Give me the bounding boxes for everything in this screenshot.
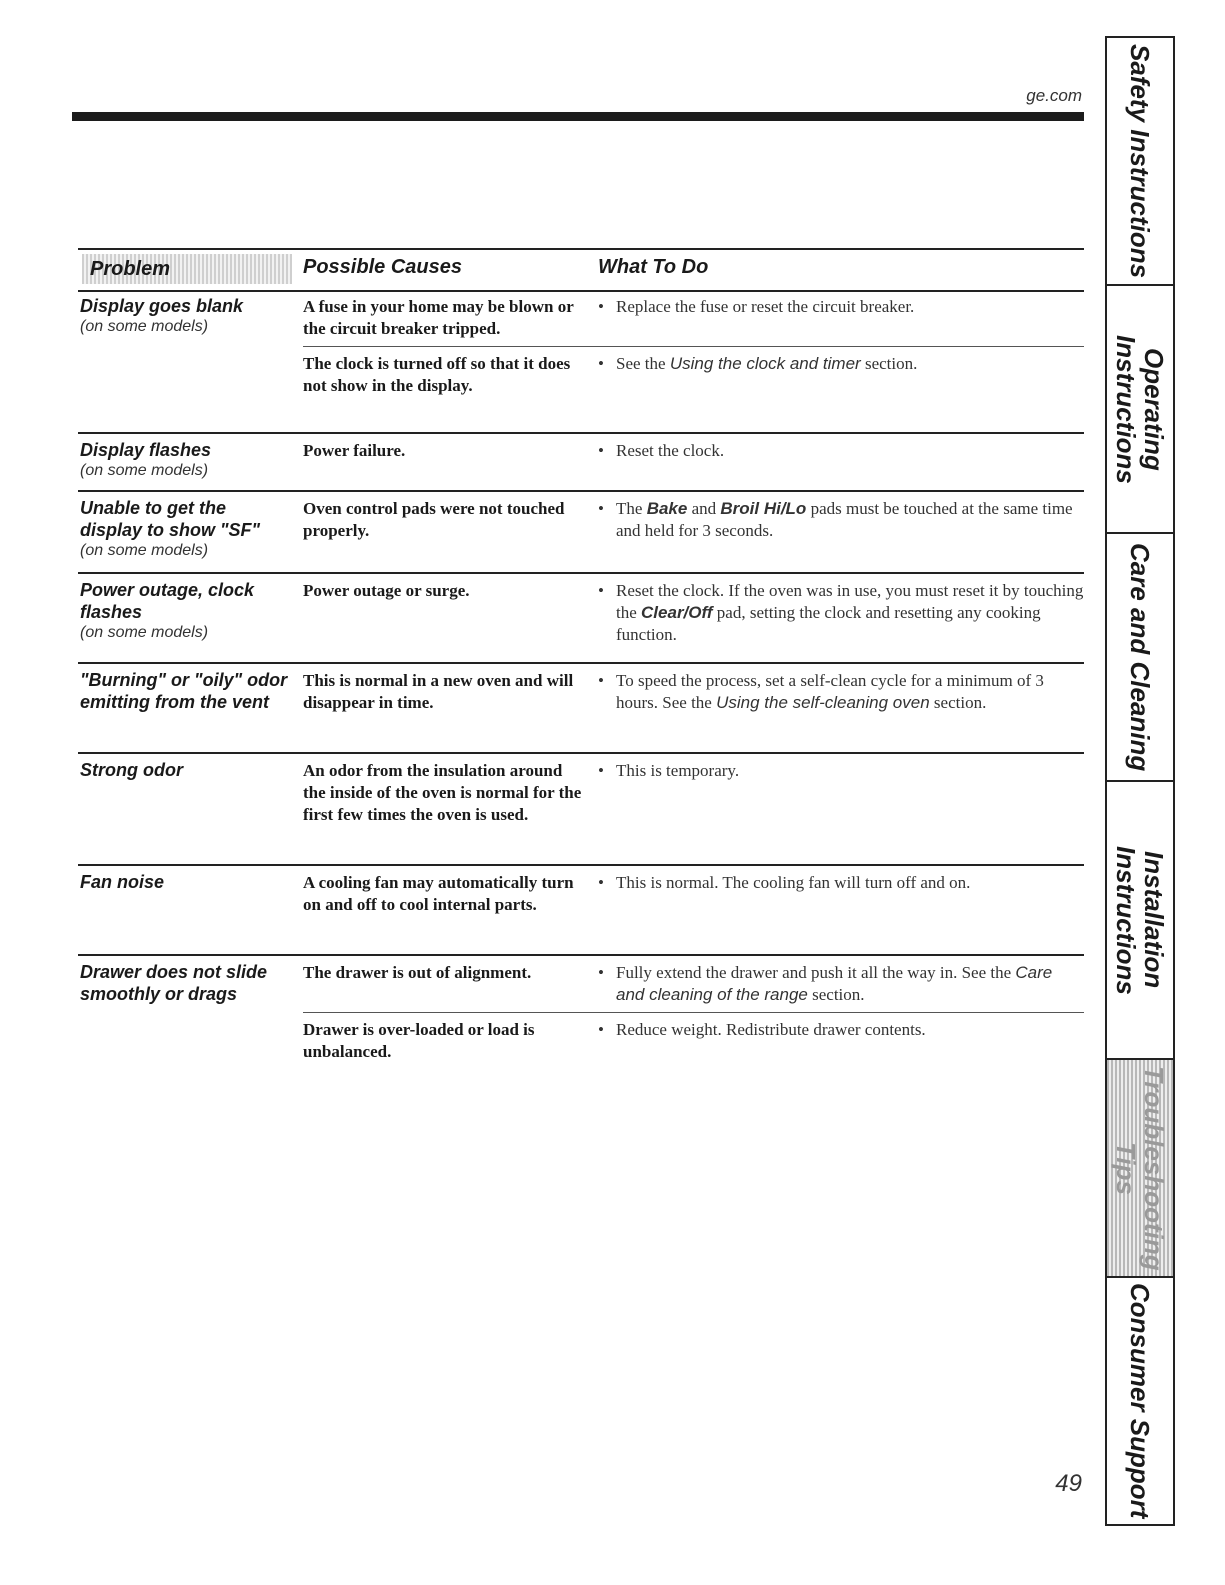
what-to-do <box>598 1013 1084 1069</box>
todo-text: This is normal. The cooling fan will turn off and on. <box>616 873 971 892</box>
troubleshooting-table <box>78 290 1084 1076</box>
what-to-do <box>598 492 1084 548</box>
what-to-do <box>598 290 1084 346</box>
what-to-do <box>598 866 1084 922</box>
table-header <box>78 248 1084 292</box>
section-tab-5[interactable] <box>1107 1278 1173 1524</box>
what-to-do <box>598 574 1084 652</box>
section-tab-label: Safety Instructions <box>1125 43 1155 279</box>
bullet-icon: • <box>598 354 604 373</box>
todo-text: Replace the fuse or reset the circuit breaker. <box>616 297 915 316</box>
bullet-icon: • <box>598 1020 604 1039</box>
problem-title: Drawer does not slide smoothly or drags <box>80 962 268 1004</box>
bullet-icon: • <box>598 297 604 316</box>
section-tab-label: Care and Cleaning <box>1125 542 1155 772</box>
todo-text: The <box>616 499 647 518</box>
todo-text: Reduce weight. Redistribute drawer contents. <box>616 1020 926 1039</box>
possible-cause: A fuse in your home may be blown or the circuit breaker tripped. <box>303 297 574 338</box>
bullet-icon: • <box>598 581 604 600</box>
table-row <box>78 434 1084 492</box>
possible-cause: Power failure. <box>303 441 406 460</box>
problem-cell <box>78 290 288 337</box>
problem-title: Power outage, clock flashes <box>80 580 255 622</box>
possible-cause: The drawer is out of alignment. <box>303 963 532 982</box>
header-problem: Problem <box>82 254 292 284</box>
todo-text: Broil Hi/Lo <box>720 499 807 518</box>
problem-cell <box>78 866 288 893</box>
section-tab-label: Operating Instructions <box>1111 334 1169 484</box>
todo-text: Care and cleaning of the range <box>616 963 1053 1004</box>
section-tab-1[interactable] <box>1107 286 1173 534</box>
table-row <box>78 956 1084 1076</box>
todo-text: Reset the clock. If the oven was in use, you must reset it by touching the <box>616 581 1084 622</box>
cause-entry <box>303 346 1084 403</box>
todo-text: section. <box>929 693 987 712</box>
problem-title: Fan noise <box>80 872 165 892</box>
table-row <box>78 492 1084 574</box>
site-url: ge.com <box>1026 86 1082 105</box>
bullet-icon: • <box>598 499 604 518</box>
problem-cell <box>78 754 288 781</box>
problem-note: (on some models) <box>80 624 209 641</box>
table-row <box>78 290 1084 434</box>
bullet-icon: • <box>598 963 604 982</box>
problem-title: Display flashes <box>80 440 212 460</box>
section-tab-3[interactable] <box>1107 782 1173 1060</box>
problem-title: "Burning" or "oily" odor emitting from the vent <box>80 670 288 712</box>
problem-cell <box>78 956 288 1005</box>
section-tab-label: Consumer Support <box>1125 1283 1155 1519</box>
table-row <box>78 866 1084 956</box>
possible-cause: This is normal in a new oven and will disappear in time. <box>303 671 574 712</box>
possible-cause: Power outage or surge. <box>303 581 470 600</box>
problem-title: Strong odor <box>80 760 183 780</box>
table-row <box>78 664 1084 754</box>
header-what-to-do: What To Do <box>598 256 709 278</box>
todo-text: Fully extend the drawer and push it all the way in. See the <box>616 963 1016 982</box>
todo-text: pads must be touched at the same time and held for 3 seconds. <box>616 499 1073 540</box>
possible-cause: A cooling fan may automatically turn on and off to cool internal parts. <box>303 873 574 914</box>
todo-text: Reset the clock. <box>616 441 725 460</box>
section-tab-label: Troubleshooting Tips <box>1111 1065 1169 1271</box>
todo-text: Clear/Off <box>641 603 713 622</box>
todo-text: section. <box>860 354 918 373</box>
possible-cause: Drawer is over-loaded or load is unbalanced. <box>303 1020 535 1061</box>
table-row <box>78 754 1084 866</box>
problem-cell <box>78 492 288 561</box>
possible-cause: The clock is turned off so that it does not show in the display. <box>303 354 571 395</box>
section-tab-0[interactable] <box>1107 38 1173 286</box>
problem-note: (on some models) <box>80 542 209 559</box>
todo-text: pad, setting the clock and resetting any cooking function. <box>616 603 1041 644</box>
section-tabs <box>1105 36 1175 1526</box>
what-to-do <box>598 664 1084 720</box>
section-tab-2[interactable] <box>1107 534 1173 782</box>
what-to-do <box>598 434 1084 468</box>
header-rule <box>72 112 1084 121</box>
problem-note: (on some models) <box>80 318 209 335</box>
possible-cause: An odor from the insulation around the inside of the oven is normal for the first few times the oven is used. <box>303 761 582 824</box>
problem-cell <box>78 434 288 481</box>
bullet-icon: • <box>598 873 604 892</box>
todo-text: Bake <box>646 499 688 518</box>
todo-text: section. <box>807 985 865 1004</box>
cause-entry <box>303 1012 1084 1069</box>
bullet-icon: • <box>598 441 604 460</box>
bullet-icon: • <box>598 761 604 780</box>
problem-note: (on some models) <box>80 462 209 479</box>
what-to-do <box>598 347 1084 403</box>
what-to-do <box>598 956 1084 1012</box>
what-to-do <box>598 754 1084 832</box>
bullet-icon: • <box>598 671 604 690</box>
todo-text: See the <box>616 354 670 373</box>
problem-title: Display goes blank <box>80 296 244 316</box>
possible-cause: Oven control pads were not touched properly. <box>303 499 565 540</box>
todo-text: Using the self-cleaning oven <box>716 693 930 712</box>
table-row <box>78 574 1084 664</box>
todo-text: Using the clock and timer <box>669 354 861 373</box>
section-tab-4[interactable] <box>1107 1060 1173 1278</box>
todo-text: and <box>687 499 721 518</box>
problem-cell <box>78 574 288 643</box>
section-tab-label: Installation Instructions <box>1111 845 1169 995</box>
page-number: 49 <box>1055 1470 1082 1497</box>
problem-title: Unable to get the display to show "SF" <box>80 498 261 540</box>
header-possible-causes: Possible Causes <box>303 256 462 278</box>
todo-text: This is temporary. <box>616 761 740 780</box>
problem-cell <box>78 664 288 713</box>
todo-text: To speed the process, set a self-clean cycle for a minimum of 3 hours. See the <box>616 671 1044 712</box>
